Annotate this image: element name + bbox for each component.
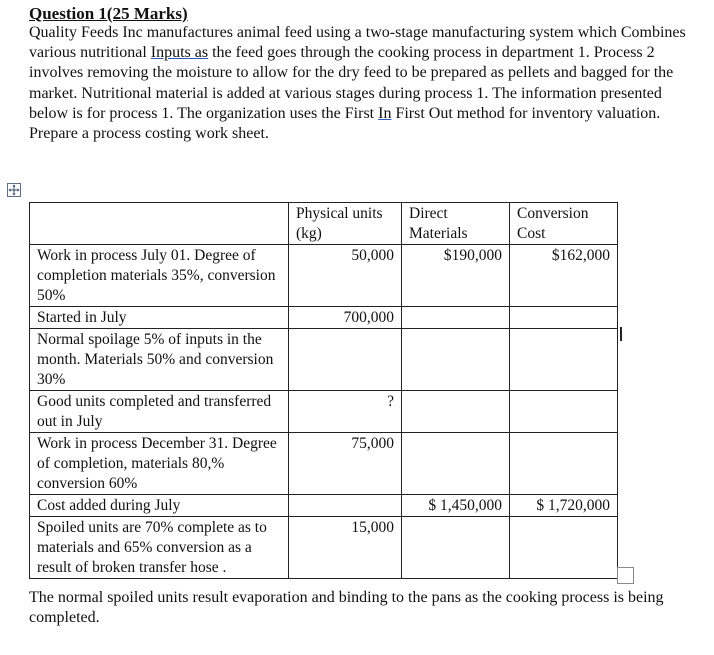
table-row — [30, 433, 618, 495]
row-conversion-cost: $ 1,720,000 — [510, 495, 618, 517]
table-row — [30, 245, 618, 307]
table-move-handle-icon[interactable] — [7, 183, 21, 197]
row-physical-units: 700,000 — [289, 307, 402, 329]
row-physical-units: 75,000 — [289, 433, 402, 495]
header-physical-units: Physical units (kg) — [289, 203, 402, 245]
header-description — [30, 203, 289, 245]
table-row — [30, 391, 618, 433]
row-direct-materials: $ 1,450,000 — [402, 495, 510, 517]
row-direct-materials: $190,000 — [402, 245, 510, 307]
row-physical-units: ? — [289, 391, 402, 433]
paragraph-text-2: the feed goes through the cooking process in department 1. Process 2 involves removing the moisture to allow for the dry feed to be prepared as pellets and bagged for the market. Nutritional material is added at various stages during process 1. The information presented below is for process 1. The organization uses the First — [29, 44, 674, 122]
table-row — [30, 495, 618, 517]
table-header-row — [30, 203, 618, 245]
row-physical-units — [289, 495, 402, 517]
row-direct-materials — [402, 329, 510, 391]
row-conversion-cost — [510, 391, 618, 433]
table-row — [30, 517, 618, 579]
row-conversion-cost — [510, 307, 618, 329]
paragraph-link-in: In — [378, 104, 392, 122]
row-description: Good units completed and transferred out in July — [30, 391, 289, 433]
row-description: Spoiled units are 70% complete as to materials and 65% conversion as a result of broken transfer hose . — [30, 517, 289, 579]
header-conversion-cost: Conversion Cost — [510, 203, 618, 245]
table-row — [30, 329, 618, 391]
row-description: Started in July — [30, 307, 289, 329]
question-paragraph — [29, 23, 689, 144]
paragraph-text-1: Quality Feeds Inc manufactures animal feed using a two-stage manufacturing system which Combines various nutritional — [29, 24, 686, 62]
row-description: Work in process December 31. Degree of completion, materials 80,% conversion 60% — [30, 433, 289, 495]
row-conversion-cost — [510, 517, 618, 579]
row-description: Normal spoilage 5% of inputs in the month. Materials 50% and conversion 30% — [30, 329, 289, 391]
row-conversion-cost: $162,000 — [510, 245, 618, 307]
row-conversion-cost — [510, 329, 618, 391]
row-physical-units — [289, 329, 402, 391]
row-direct-materials — [402, 391, 510, 433]
footer-note: The normal spoiled units result evaporation and binding to the pans as the cooking process is being completed. — [29, 589, 664, 626]
row-physical-units: 15,000 — [289, 517, 402, 579]
row-physical-units: 50,000 — [289, 245, 402, 307]
paragraph-text-3: First Out method for inventory valuation. Prepare a process costing work sheet. — [29, 104, 661, 143]
paragraph-link-inputs: Inputs as — [150, 44, 209, 62]
row-description: Work in process July 01. Degree of completion materials 35%, conversion 50% — [30, 245, 289, 307]
row-direct-materials — [402, 517, 510, 579]
header-direct-materials: Direct Materials — [402, 203, 510, 245]
table-edge-marker — [620, 327, 622, 341]
table-row — [30, 307, 618, 329]
question-title: Question 1(25 Marks) — [29, 4, 188, 23]
row-conversion-cost — [510, 433, 618, 495]
row-direct-materials — [402, 433, 510, 495]
row-direct-materials — [402, 307, 510, 329]
row-description: Cost added during July — [30, 495, 289, 517]
table-resize-handle[interactable] — [617, 567, 634, 584]
process-costing-table — [29, 202, 618, 579]
